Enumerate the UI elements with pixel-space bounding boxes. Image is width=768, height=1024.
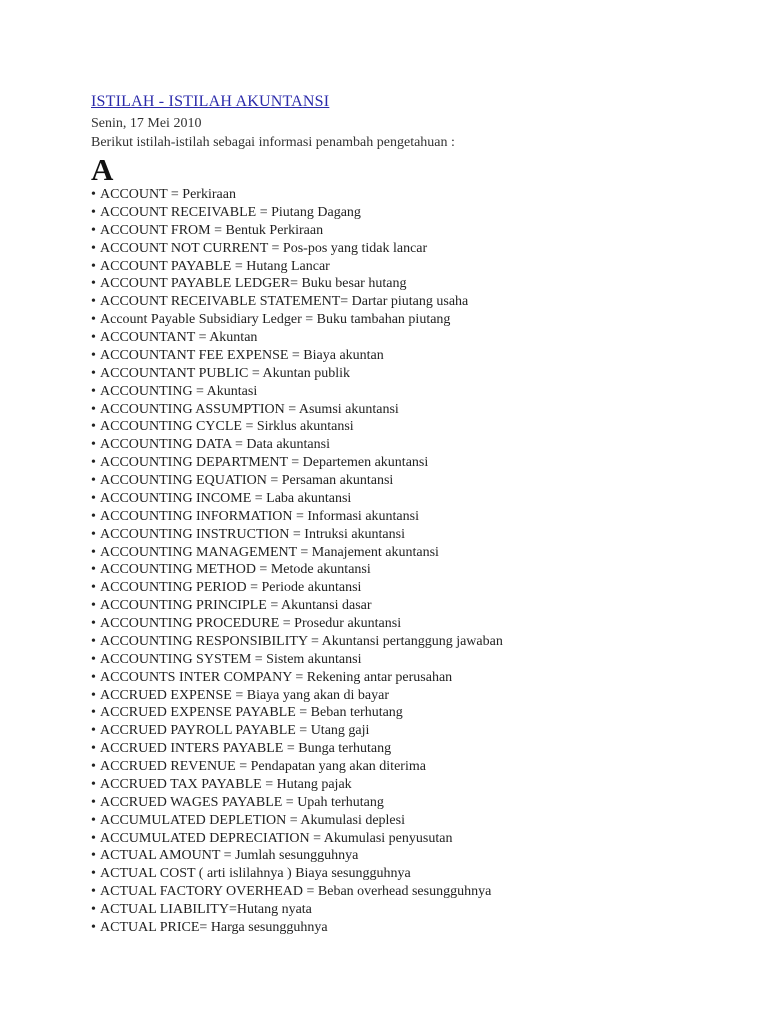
intro-text: Berikut istilah-istilah sebagai informasi penambah pengetahuan :	[91, 135, 455, 150]
bullet-icon: •	[91, 222, 96, 238]
glossary-term-item	[91, 472, 751, 490]
glossary-term-text: ACCOUNTING PROCEDURE = Prosedur akuntansi	[100, 616, 402, 631]
glossary-term-text: ACCRUED EXPENSE = Biaya yang akan di bayar	[100, 687, 390, 703]
glossary-term-text: ACCRUED REVENUE = Pendapatan yang akan diterima	[100, 759, 426, 774]
glossary-term-item	[91, 186, 751, 204]
glossary-term-text: ACCOUNT PAYABLE = Hutang Lancar	[100, 258, 330, 274]
bullet-icon: •	[91, 866, 96, 882]
glossary-term-list	[91, 186, 751, 937]
bullet-icon: •	[91, 616, 96, 631]
glossary-term-item	[91, 508, 751, 526]
glossary-term-item	[91, 418, 751, 436]
bullet-icon: •	[91, 490, 96, 506]
glossary-term-item	[91, 740, 751, 758]
section-letter-heading: A	[91, 152, 114, 187]
glossary-term-text: ACCOUNTING SYSTEM = Sistem akuntansi	[100, 651, 362, 667]
bullet-icon: •	[91, 598, 96, 614]
glossary-term-text: ACCOUNTING MANAGEMENT = Manajement akuntansi	[100, 544, 439, 560]
glossary-term-item	[91, 615, 751, 633]
glossary-term-item	[91, 311, 751, 329]
bullet-icon: •	[91, 723, 96, 739]
glossary-term-text: ACCOUNT FROM = Bentuk Perkiraan	[100, 222, 324, 238]
bullet-icon: •	[91, 187, 96, 202]
bullet-icon: •	[91, 812, 96, 828]
glossary-term-item	[91, 812, 751, 830]
bullet-icon: •	[91, 580, 96, 596]
bullet-icon: •	[91, 330, 96, 345]
glossary-term-item	[91, 794, 751, 812]
bullet-icon: •	[91, 902, 96, 917]
glossary-term-text: ACCRUED INTERS PAYABLE = Bunga terhutang	[100, 741, 392, 757]
post-date: Senin, 17 Mei 2010	[91, 116, 202, 131]
glossary-term-item	[91, 240, 751, 258]
glossary-term-item	[91, 776, 751, 794]
glossary-term-text: ACTUAL LIABILITY=Hutang nyata	[100, 902, 312, 917]
bullet-icon: •	[91, 204, 96, 220]
bullet-icon: •	[91, 365, 96, 381]
bullet-icon: •	[91, 919, 96, 935]
glossary-term-text: ACCOUNTING ASSUMPTION = Asumsi akuntansi	[100, 401, 399, 417]
bullet-icon: •	[91, 294, 96, 310]
bullet-icon: •	[91, 633, 96, 649]
glossary-term-item	[91, 204, 751, 222]
glossary-term-item	[91, 704, 751, 722]
glossary-term-item	[91, 347, 751, 365]
glossary-term-text: ACCRUED EXPENSE PAYABLE = Beban terhutang	[100, 705, 403, 721]
glossary-term-text: ACCRUED PAYROLL PAYABLE = Utang gaji	[100, 723, 370, 739]
bullet-icon: •	[91, 258, 96, 274]
bullet-icon: •	[91, 669, 96, 685]
glossary-term-text: ACCOUNT PAYABLE LEDGER= Buku besar hutang	[100, 276, 407, 292]
bullet-icon: •	[91, 544, 96, 560]
bullet-icon: •	[91, 759, 96, 774]
glossary-term-text: ACCOUNT RECEIVABLE STATEMENT= Dartar piutang usaha	[100, 294, 469, 310]
glossary-term-text: ACCOUNT NOT CURRENT = Pos-pos yang tidak lancar	[100, 240, 428, 256]
bullet-icon: •	[91, 705, 96, 721]
glossary-term-item	[91, 258, 751, 276]
glossary-term-item	[91, 901, 751, 919]
glossary-term-item	[91, 293, 751, 311]
bullet-icon: •	[91, 830, 96, 846]
bullet-icon: •	[91, 741, 96, 757]
glossary-term-text: ACCOUNTING PRINCIPLE = Akuntansi dasar	[100, 598, 372, 614]
glossary-term-text: ACCUMULATED DEPRECIATION = Akumulasi penyusutan	[100, 830, 453, 846]
glossary-term-item	[91, 687, 751, 705]
bullet-icon: •	[91, 312, 96, 328]
glossary-term-text: ACCOUNTING = Akuntasi	[100, 383, 258, 399]
bullet-icon: •	[91, 884, 96, 900]
glossary-term-text: ACCUMULATED DEPLETION = Akumulasi deplesi	[100, 812, 405, 828]
glossary-term-item	[91, 847, 751, 865]
glossary-term-item	[91, 758, 751, 776]
glossary-term-text: ACCOUNTANT = Akuntan	[100, 330, 258, 345]
glossary-term-item	[91, 436, 751, 454]
bullet-icon: •	[91, 383, 96, 399]
glossary-term-item	[91, 222, 751, 240]
glossary-term-text: ACCOUNTING METHOD = Metode akuntansi	[100, 562, 371, 578]
bullet-icon: •	[91, 562, 96, 578]
glossary-term-item	[91, 329, 751, 347]
glossary-term-text: ACCOUNTING PERIOD = Periode akuntansi	[100, 580, 362, 596]
glossary-term-item	[91, 830, 751, 848]
bullet-icon: •	[91, 776, 96, 792]
bullet-icon: •	[91, 401, 96, 417]
glossary-term-text: ACCOUNTING DATA = Data akuntansi	[100, 437, 330, 453]
glossary-term-item	[91, 275, 751, 293]
glossary-term-text: ACCOUNTANT PUBLIC = Akuntan publik	[100, 365, 350, 381]
glossary-term-item	[91, 561, 751, 579]
bullet-icon: •	[91, 419, 96, 435]
bullet-icon: •	[91, 455, 96, 471]
glossary-term-text: ACCOUNTING INFORMATION = Informasi akuntansi	[100, 508, 419, 524]
bullet-icon: •	[91, 687, 96, 703]
glossary-term-item	[91, 865, 751, 883]
glossary-term-text: ACCOUNTING CYCLE = Sirklus akuntansi	[100, 419, 354, 435]
glossary-term-item	[91, 651, 751, 669]
glossary-term-item	[91, 722, 751, 740]
glossary-term-text: ACCOUNTS INTER COMPANY = Rekening antar perusahan	[100, 669, 453, 685]
glossary-term-text: ACCOUNTING INSTRUCTION = Intruksi akuntansi	[100, 526, 405, 542]
bullet-icon: •	[91, 347, 96, 363]
glossary-term-text: ACTUAL COST ( arti islilahnya ) Biaya sesungguhnya	[100, 866, 411, 882]
glossary-term-item	[91, 526, 751, 544]
bullet-icon: •	[91, 240, 96, 256]
glossary-term-text: ACCOUNT RECEIVABLE = Piutang Dagang	[100, 204, 361, 220]
bullet-icon: •	[91, 473, 96, 488]
glossary-term-item	[91, 401, 751, 419]
glossary-term-text: ACCOUNTANT FEE EXPENSE = Biaya akuntan	[100, 347, 384, 363]
glossary-term-text: ACTUAL AMOUNT = Jumlah sesungguhnya	[100, 848, 359, 864]
glossary-term-item	[91, 383, 751, 401]
bullet-icon: •	[91, 651, 96, 667]
page-title-link[interactable]: ISTILAH - ISTILAH AKUNTANSI	[91, 93, 330, 110]
bullet-icon: •	[91, 508, 96, 524]
glossary-term-item	[91, 633, 751, 651]
glossary-term-item	[91, 454, 751, 472]
glossary-term-item	[91, 669, 751, 687]
glossary-term-item	[91, 579, 751, 597]
glossary-term-item	[91, 490, 751, 508]
glossary-term-item	[91, 365, 751, 383]
glossary-term-text: ACCRUED WAGES PAYABLE = Upah terhutang	[100, 794, 384, 810]
bullet-icon: •	[91, 437, 96, 453]
glossary-term-text: ACCRUED TAX PAYABLE = Hutang pajak	[100, 776, 352, 792]
glossary-term-text: ACCOUNTING RESPONSIBILITY = Akuntansi pertanggung jawaban	[100, 633, 503, 649]
glossary-term-text: ACCOUNTING EQUATION = Persaman akuntansi	[100, 473, 394, 488]
glossary-term-item	[91, 544, 751, 562]
glossary-term-text: ACTUAL FACTORY OVERHEAD = Beban overhead sesungguhnya	[100, 884, 492, 900]
glossary-term-text: ACTUAL PRICE= Harga sesungguhnya	[100, 919, 328, 935]
glossary-term-text: ACCOUNT = Perkiraan	[100, 187, 236, 202]
bullet-icon: •	[91, 848, 96, 864]
glossary-term-text: ACCOUNTING DEPARTMENT = Departemen akuntansi	[100, 455, 429, 471]
glossary-term-item	[91, 919, 751, 937]
bullet-icon: •	[91, 794, 96, 810]
bullet-icon: •	[91, 276, 96, 292]
bullet-icon: •	[91, 526, 96, 542]
glossary-term-text: ACCOUNTING INCOME = Laba akuntansi	[100, 490, 352, 506]
document-body	[91, 92, 751, 937]
glossary-term-text: Account Payable Subsidiary Ledger = Buku tambahan piutang	[100, 312, 451, 328]
glossary-term-item	[91, 883, 751, 901]
glossary-term-item	[91, 597, 751, 615]
